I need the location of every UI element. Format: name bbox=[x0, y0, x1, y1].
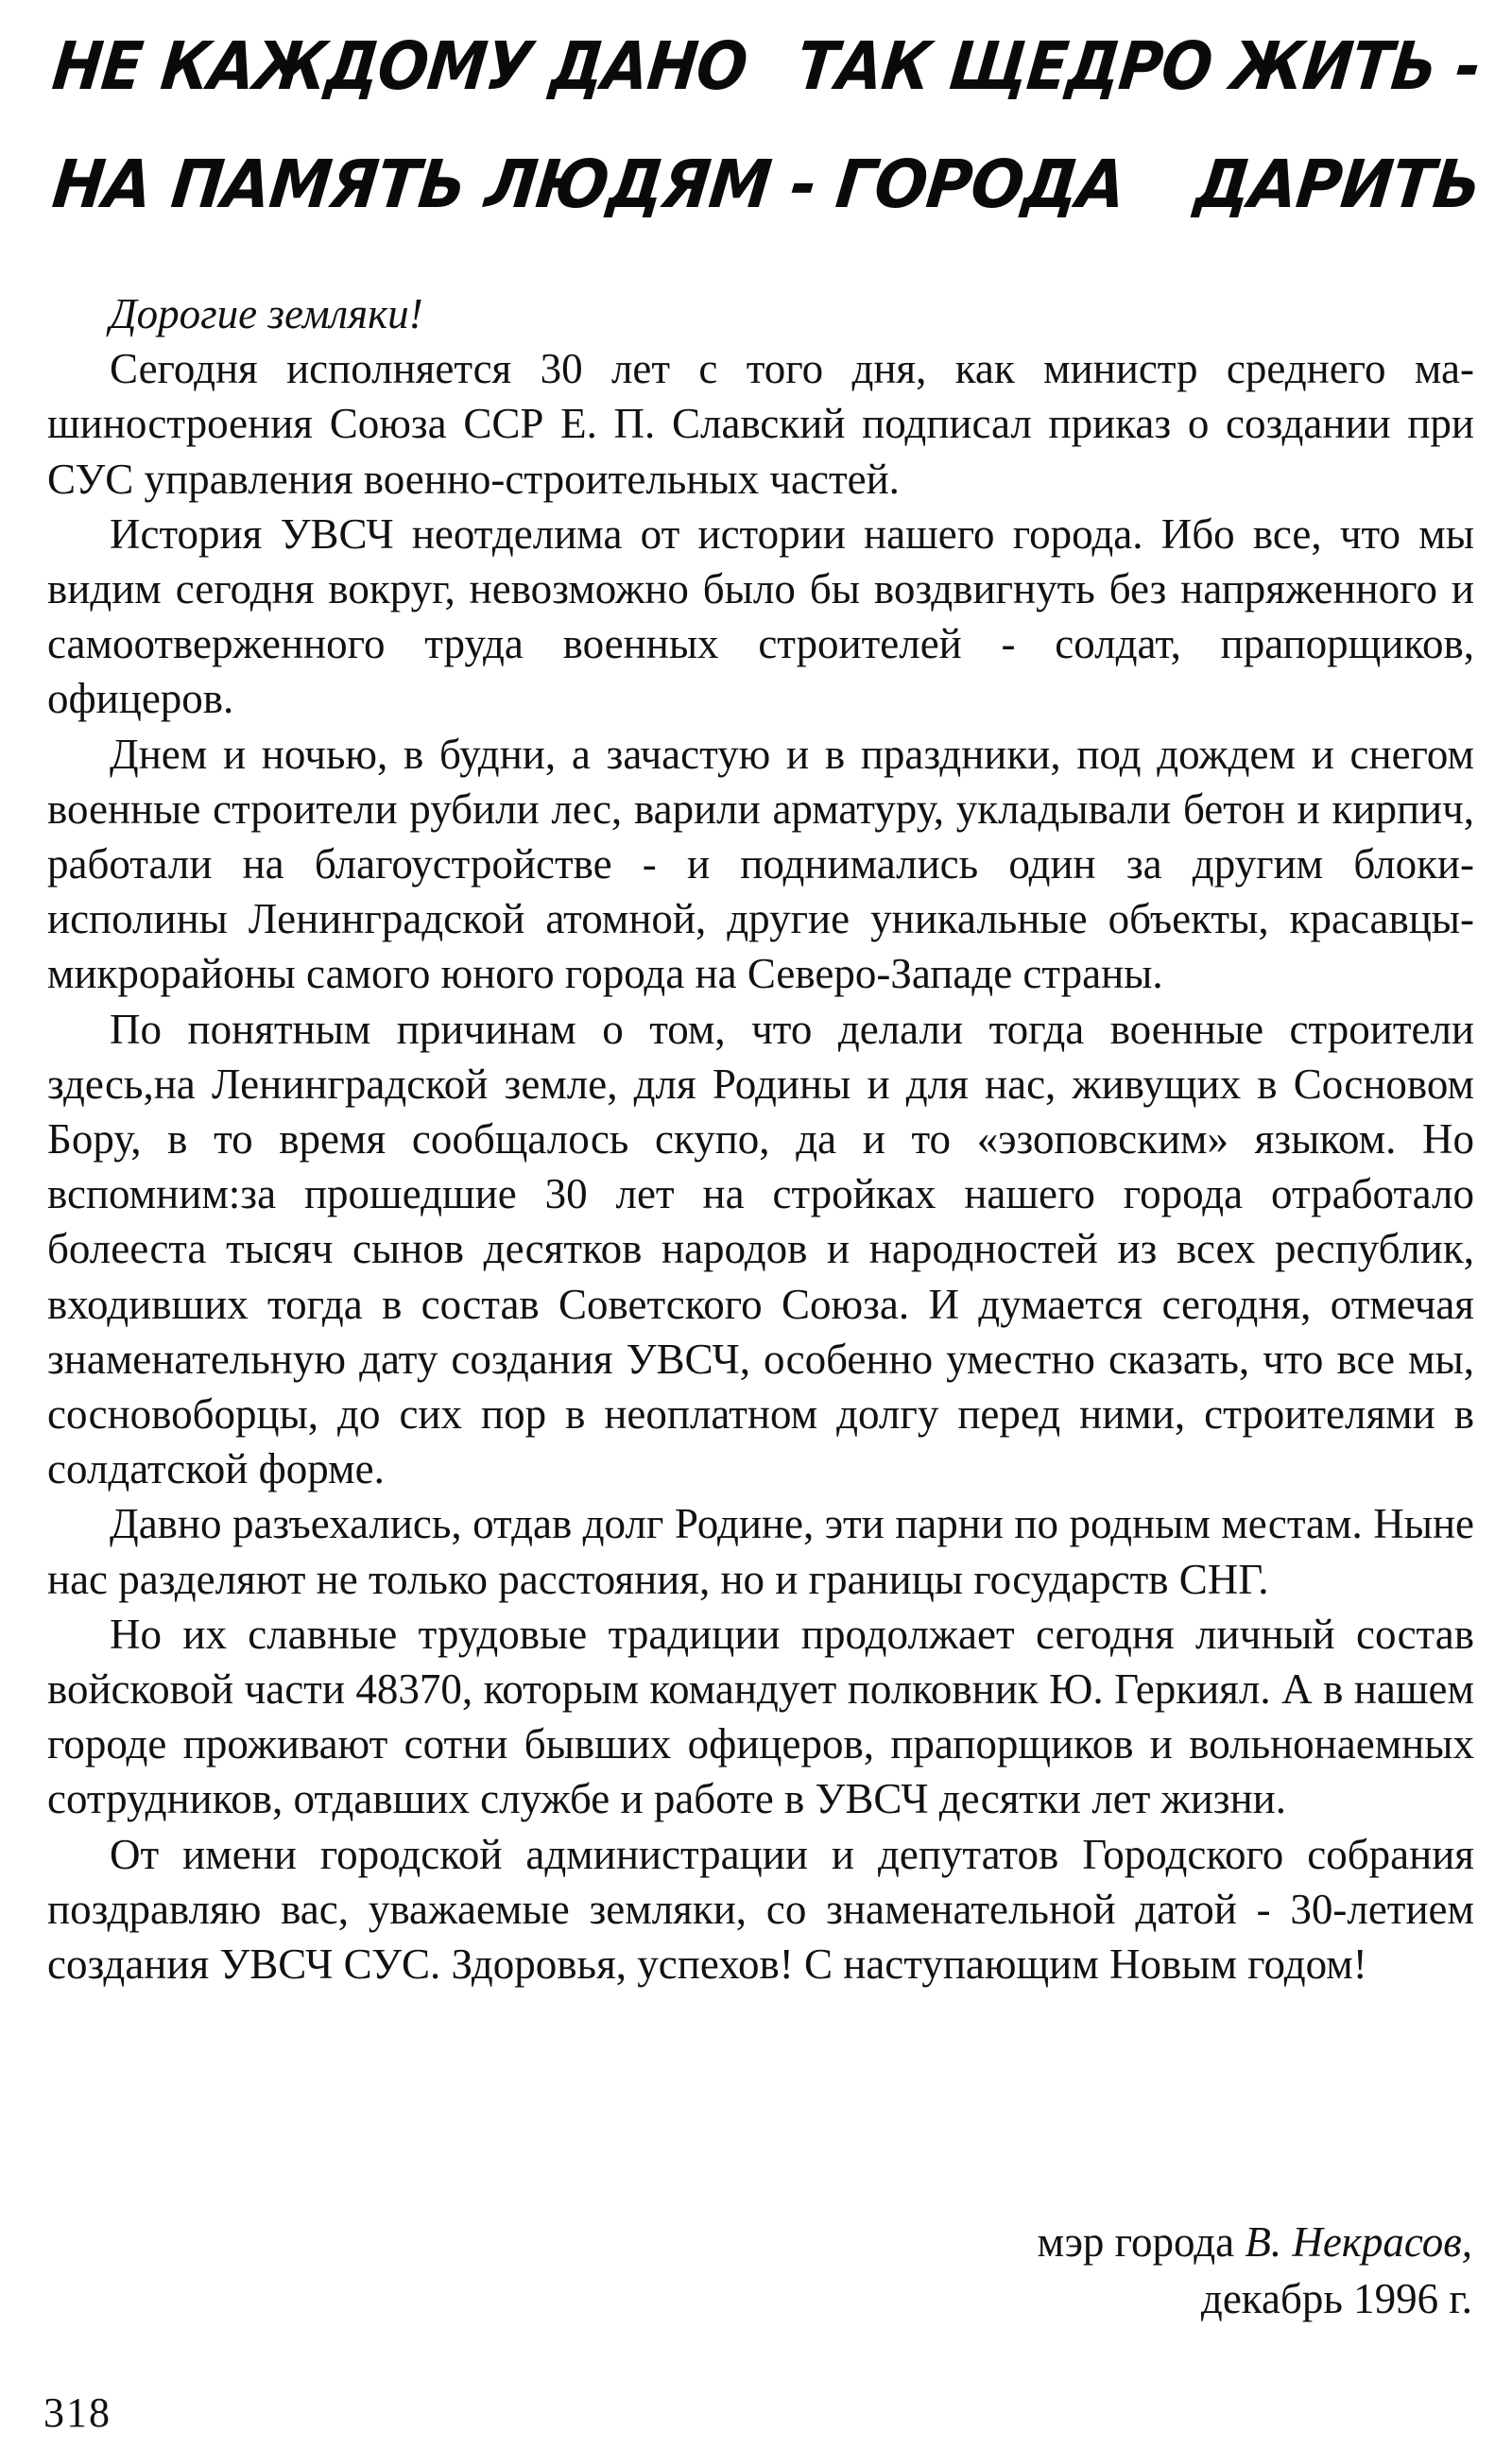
signature-block bbox=[1038, 2214, 1472, 2327]
headline-line-1-part-1: НЕ КАЖДОМУ ДАНО bbox=[48, 27, 751, 105]
paragraph-2: История УВСЧ неотделима от истории нашего города. Ибо все, что мы видим сегодня вокруг, невозможно было бы воздвигнуть без напряженного и самоотверженного труда военных строителей - солдат, прапорщиков, офицеров. bbox=[47, 509, 1474, 723]
greeting: Дорогие земляки! bbox=[110, 290, 423, 337]
headline-line-1-part-2: ТАК ЩЕДРО ЖИТЬ - bbox=[793, 27, 1485, 105]
signature-title: мэр города bbox=[1037, 2218, 1235, 2266]
paragraph-3: Днем и ночью, в будни, а зачастую и в праздники, под дождем и снегом военные строители рубили лес, варили арматуру, укладывали бетон и кирпич, работали на благоустройстве - и поднимались один за другим блоки-исполины Ленинградской атомной, другие уникальные объекты, красавцы-микрорайоны самого юного города на Северо-Западе страны. bbox=[47, 730, 1474, 998]
page-number: 318 bbox=[43, 2389, 112, 2436]
signature-date: декабрь 1996 г. bbox=[1200, 2275, 1472, 2322]
headline-line-2-part-2: ДАРИТЬ bbox=[1191, 146, 1485, 223]
paragraph-5: Давно разъехались, отдав долг Родине, эти парни по родным местам. Ныне нас разделяют не только расстояния, но и границы государств СНГ. bbox=[47, 1500, 1474, 1603]
paragraph-6: Но их славные трудовые традиции продолжает сегодня личный состав войсковой части 48370, которым командует полковник Ю. Геркиял. А в нашем городе проживают сотни бывших офицеров, прапорщиков и вольнонаемных сотрудников, отдавших службе и работе в УВСЧ десятки лет жизни. bbox=[47, 1610, 1474, 1823]
paragraph-4: По понятным причинам о том, что делали тогда военные строители здесь,на Ленинградской земле, для Родины и для нас, живущих в Сосновом Бору, в то время сообщалось скупо, да и то «эзоповским» языком. Но вспомним:за прошедшие 30 лет на стройках нашего города отработало болееста тысяч сынов десятков народов и народностей из всех республик, входивших тогда в состав Советского Союза. И думается сегодня, отмечая знаменательную дату создания УВСЧ, особенно уместно сказать, что все мы, сосновоборцы, до сих пор в неоплатном долгу перед ними, строителями в солдатской форме. bbox=[47, 1005, 1474, 1493]
paragraph-1: Сегодня исполняется 30 лет с того дня, как министр среднего машиностроения Союза ССР Е. П. Славский подписал приказ о создании при СУС управления военно-строительных частей. bbox=[47, 345, 1474, 503]
headline-line-2 bbox=[48, 146, 1485, 223]
headline-line-2-part-1: НА ПАМЯТЬ ЛЮДЯМ - ГОРОДА bbox=[48, 146, 1129, 223]
paragraph-7: От имени городской администрации и депутатов Городского собрания поздравляю вас, уважаемые земляки, со знаменательной датой - 30-летием создания УВСЧ СУС. Здоровья, успехов! С наступающим Новым годом! bbox=[47, 1830, 1474, 1989]
headline-line-1 bbox=[48, 27, 1485, 105]
signature-name: В. Некрасов, bbox=[1245, 2218, 1472, 2266]
letter-body bbox=[47, 286, 1474, 1992]
signature-line bbox=[1038, 2214, 1472, 2270]
